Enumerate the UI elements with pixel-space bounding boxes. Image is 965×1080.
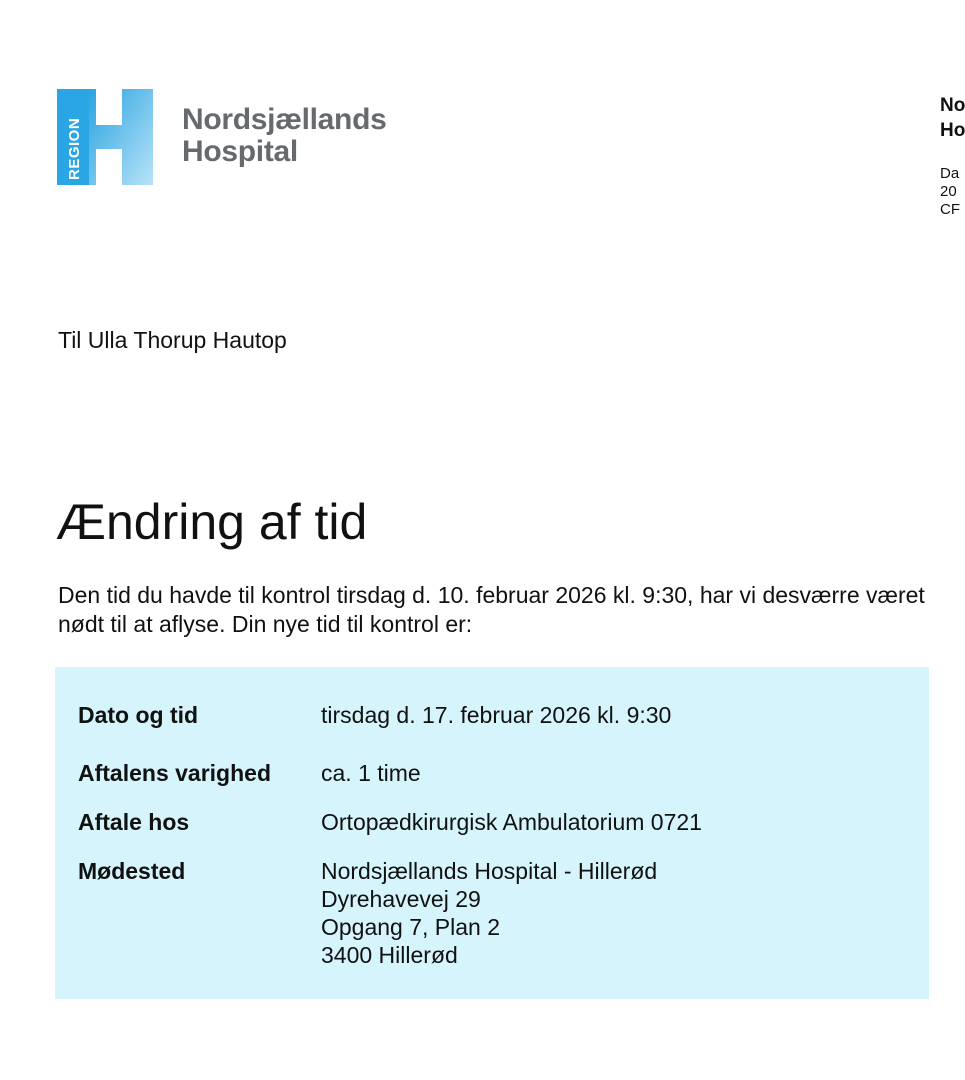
sender-meta xyxy=(940,165,965,219)
duration-label: Aftalens varighed xyxy=(78,760,271,786)
sender-meta-line1: Da xyxy=(940,165,960,182)
appointment-details xyxy=(55,667,929,999)
region-h-logo-mark xyxy=(57,89,153,185)
sender-name-line2: Ho xyxy=(940,120,965,141)
location-value xyxy=(321,857,657,969)
hospital-name-line2: Hospital xyxy=(182,135,298,168)
location-line-2: Dyrehavevej 29 xyxy=(321,886,481,912)
sender-block xyxy=(940,93,965,219)
date-value: tirsdag d. 17. februar 2026 kl. 9:30 xyxy=(321,702,672,728)
department-label: Aftale hos xyxy=(78,809,190,835)
sender-meta-line2: 20 xyxy=(940,183,957,200)
location-line-1: Nordsjællands Hospital - Hillerød xyxy=(321,858,658,884)
location-line-3: Opgang 7, Plan 2 xyxy=(321,914,501,940)
sender-meta-line3: CF xyxy=(940,201,960,218)
location-label: Mødested xyxy=(78,858,186,884)
sender-name xyxy=(940,93,965,143)
location-line-4: 3400 Hillerød xyxy=(321,942,458,968)
department-value: Ortopædkirurgisk Ambulatorium 0721 xyxy=(321,809,702,835)
hospital-name-line1: Nordsjællands xyxy=(182,103,387,136)
date-label: Dato og tid xyxy=(78,702,199,728)
recipient-line: Til Ulla Thorup Hautop xyxy=(58,327,287,353)
duration-value: ca. 1 time xyxy=(321,760,421,786)
region-text: REGION xyxy=(66,117,83,180)
region-h-logo xyxy=(57,89,153,185)
page-title: Ændring af tid xyxy=(56,494,368,550)
hospital-name xyxy=(182,104,386,168)
intro-paragraph: Den tid du havde til kontrol tirsdag d. 10. februar 2026 kl. 9:30, har vi desværre været nødt til at aflyse. Din nye tid til kontrol er: xyxy=(58,582,925,637)
sender-name-line1: No xyxy=(940,95,965,116)
